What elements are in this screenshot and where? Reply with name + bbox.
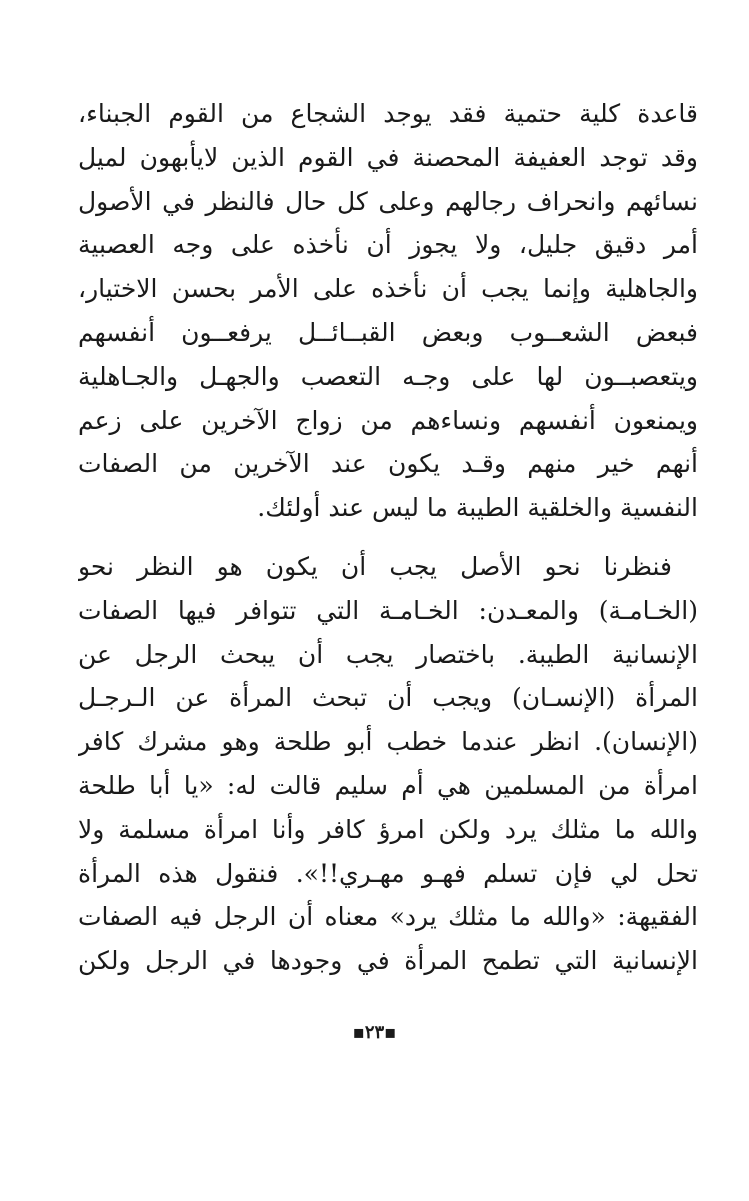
text-line: الإنسانية الطيبة. باختصار يجب أن يبحث الرجل عن [78,639,698,669]
text-line: وقد توجد العفيفة المحصنة في القوم الذين لايأبهون لميل [78,142,698,172]
text-line: ويمنعون أنفسهم ونساءهم من زواج الآخرين على زعم [78,405,698,435]
text-line: أمر دقيق جليل، ولا يجوز أن نأخذه على وجه العصبية [78,230,698,260]
text-line: فبعض الشعــوب وبعض القبــائــل يرفعــون أنفسهم [78,317,698,347]
text-line: (الخـامـة) والمعـدن: الخـامـة التي تتوافر فيها الصفات [78,595,698,625]
text-line: نسائهم وانحراف رجالهم وعلى كل حال فالنظر في الأصول [78,186,698,216]
page-number: ▪٢٣▪ [352,1022,397,1043]
text-line: الإنسانية التي تطمح المرأة في وجودها في الرجل ولكن [78,946,698,976]
paragraph-2 [78,545,698,983]
text-line: الفقيهة: «والله ما مثلك يرد» معناه أن الرجل فيه الصفات [78,902,698,932]
text-line: امرأة من المسلمين هي أم سليم قالت له: «يا أبا طلحة [78,770,698,800]
text-line: والجاهلية وإنما يجب أن نأخذه على الأمر بحسن الاختيار، [78,274,698,304]
paragraph-1 [78,92,698,530]
text-line: أنهم خير منهم وقـد يكون عند الآخرين من الصفات [78,449,698,479]
text-line: والله ما مثلك يرد ولكن امرؤ كافر وأنا امرأة مسلمة ولا [78,814,698,844]
text-line: (الإنسان). انظر عندما خطب أبو طلحة وهو مشرك كافر [78,727,698,757]
text-line: تحل لي فإن تسلم فهـو مهـري!!». فنقول هذه المرأة [78,858,698,888]
text-line: ويتعصبــون لها على وجـه التعصب والجهـل والجـاهلية [78,361,698,391]
text-line: المرأة (الإنسـان) ويجب أن تبحث المرأة عن الـرجـل [78,683,698,713]
text-line: فنظرنا نحو الأصل يجب أن يكون هو النظر نحو [78,552,672,581]
text-line: النفسية والخلقية الطيبة ما ليس عند أولئك. [257,493,698,523]
text-line: قاعدة كلية حتمية فقد يوجد الشجاع من القوم الجبناء، [78,99,698,128]
